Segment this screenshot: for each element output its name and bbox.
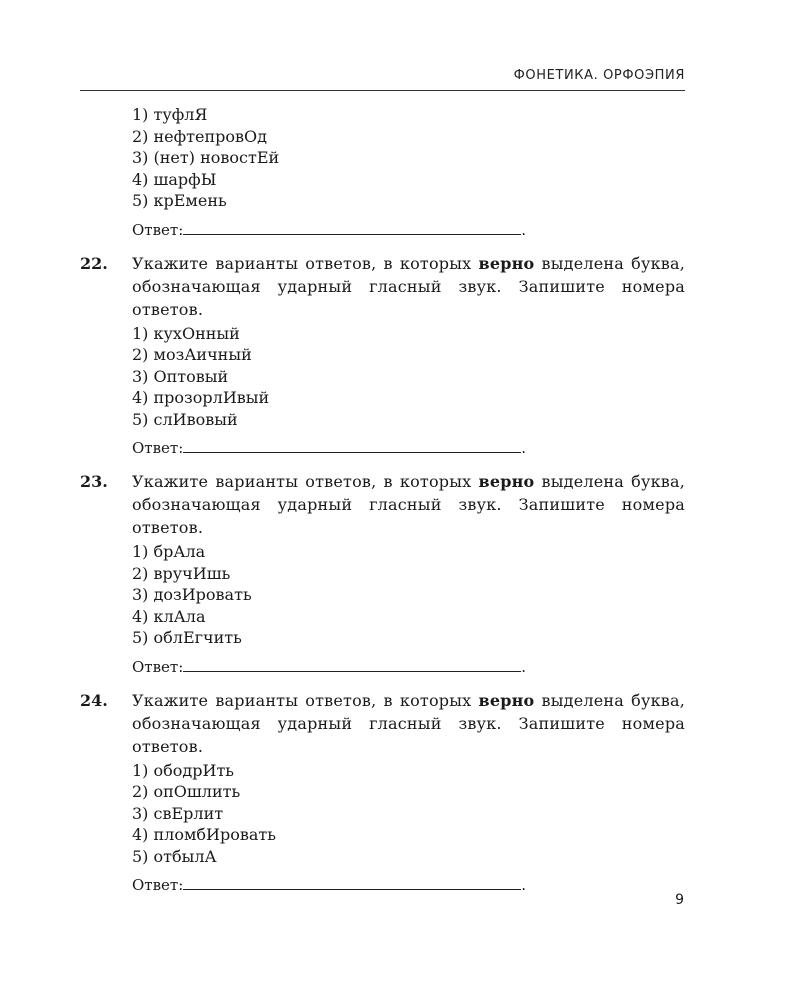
option-item: 5) крЕмень [132, 191, 227, 210]
option-item: 3) свЕрлит [132, 803, 224, 823]
answer-blank[interactable] [183, 220, 521, 235]
answer-blank[interactable] [183, 438, 521, 453]
task-number: 24. [80, 690, 108, 710]
options-list [80, 323, 685, 431]
option-item: 3) (нет) новостЕй [132, 148, 280, 167]
answer-line[interactable]: Ответ: . [132, 220, 527, 239]
option-item: 5) облЕгчить [132, 628, 242, 647]
header-title: ФОНЕТИКА. ОРФОЭПИЯ [513, 68, 685, 83]
answer-label: Ответ: [132, 657, 184, 676]
option-item: 3) Оптовый [132, 366, 229, 386]
task-21-continuation [80, 104, 685, 240]
task-24 [80, 689, 685, 896]
option-item: 2) опОшлить [132, 782, 241, 801]
option-item: 1) кухОнный [132, 323, 240, 343]
answer-line[interactable]: Ответ: . [132, 439, 527, 457]
option-item: 3) дозИровать [132, 585, 252, 604]
task-instruction: Укажите варианты ответов, в которых верно выделена буква, обозначающая ударный гласный звук. Запишите номера ответов. [132, 472, 686, 537]
running-header [80, 68, 685, 91]
task-number: 23. [80, 472, 108, 491]
task-23 [80, 470, 685, 677]
answer-line[interactable]: Ответ: . [132, 657, 527, 676]
task-number: 22. [80, 253, 108, 273]
answer-label: Ответ: [132, 876, 184, 894]
task-instruction: Укажите варианты ответов, в которых верно выделена буква, обозначающая ударный гласный звук. Запишите номера ответов. [132, 690, 686, 756]
option-item: 5) слИвовый [132, 409, 238, 429]
option-item: 2) мозАичный [132, 345, 252, 364]
option-item: 4) прозорлИвый [132, 388, 270, 407]
option-item: 4) шарфЫ [132, 169, 217, 189]
option-item: 1) туфлЯ [132, 105, 208, 124]
answer-blank[interactable] [183, 657, 521, 672]
task-22 [80, 252, 685, 459]
options-list [80, 760, 685, 868]
option-item: 1) ободрИть [132, 760, 235, 780]
option-item: 2) нефтепровОд [132, 126, 267, 146]
answer-blank[interactable] [183, 875, 521, 890]
task-instruction: Укажите варианты ответов, в которых верно выделена буква, обозначающая ударный гласный звук. Запишите номера ответов. [132, 253, 686, 319]
option-item: 5) отбылА [132, 846, 217, 866]
option-item: 1) брАла [132, 542, 206, 561]
options-list [80, 104, 685, 212]
page-number: 9 [675, 892, 684, 908]
option-item: 2) вручИшь [132, 563, 231, 583]
option-item: 4) пломбИровать [132, 825, 276, 844]
answer-label: Ответ: [132, 439, 184, 457]
answer-line[interactable]: Ответ: . [132, 876, 527, 894]
page-content [80, 104, 685, 895]
answer-label: Ответ: [132, 220, 184, 239]
options-list [80, 541, 685, 649]
option-item: 4) клАла [132, 606, 206, 626]
